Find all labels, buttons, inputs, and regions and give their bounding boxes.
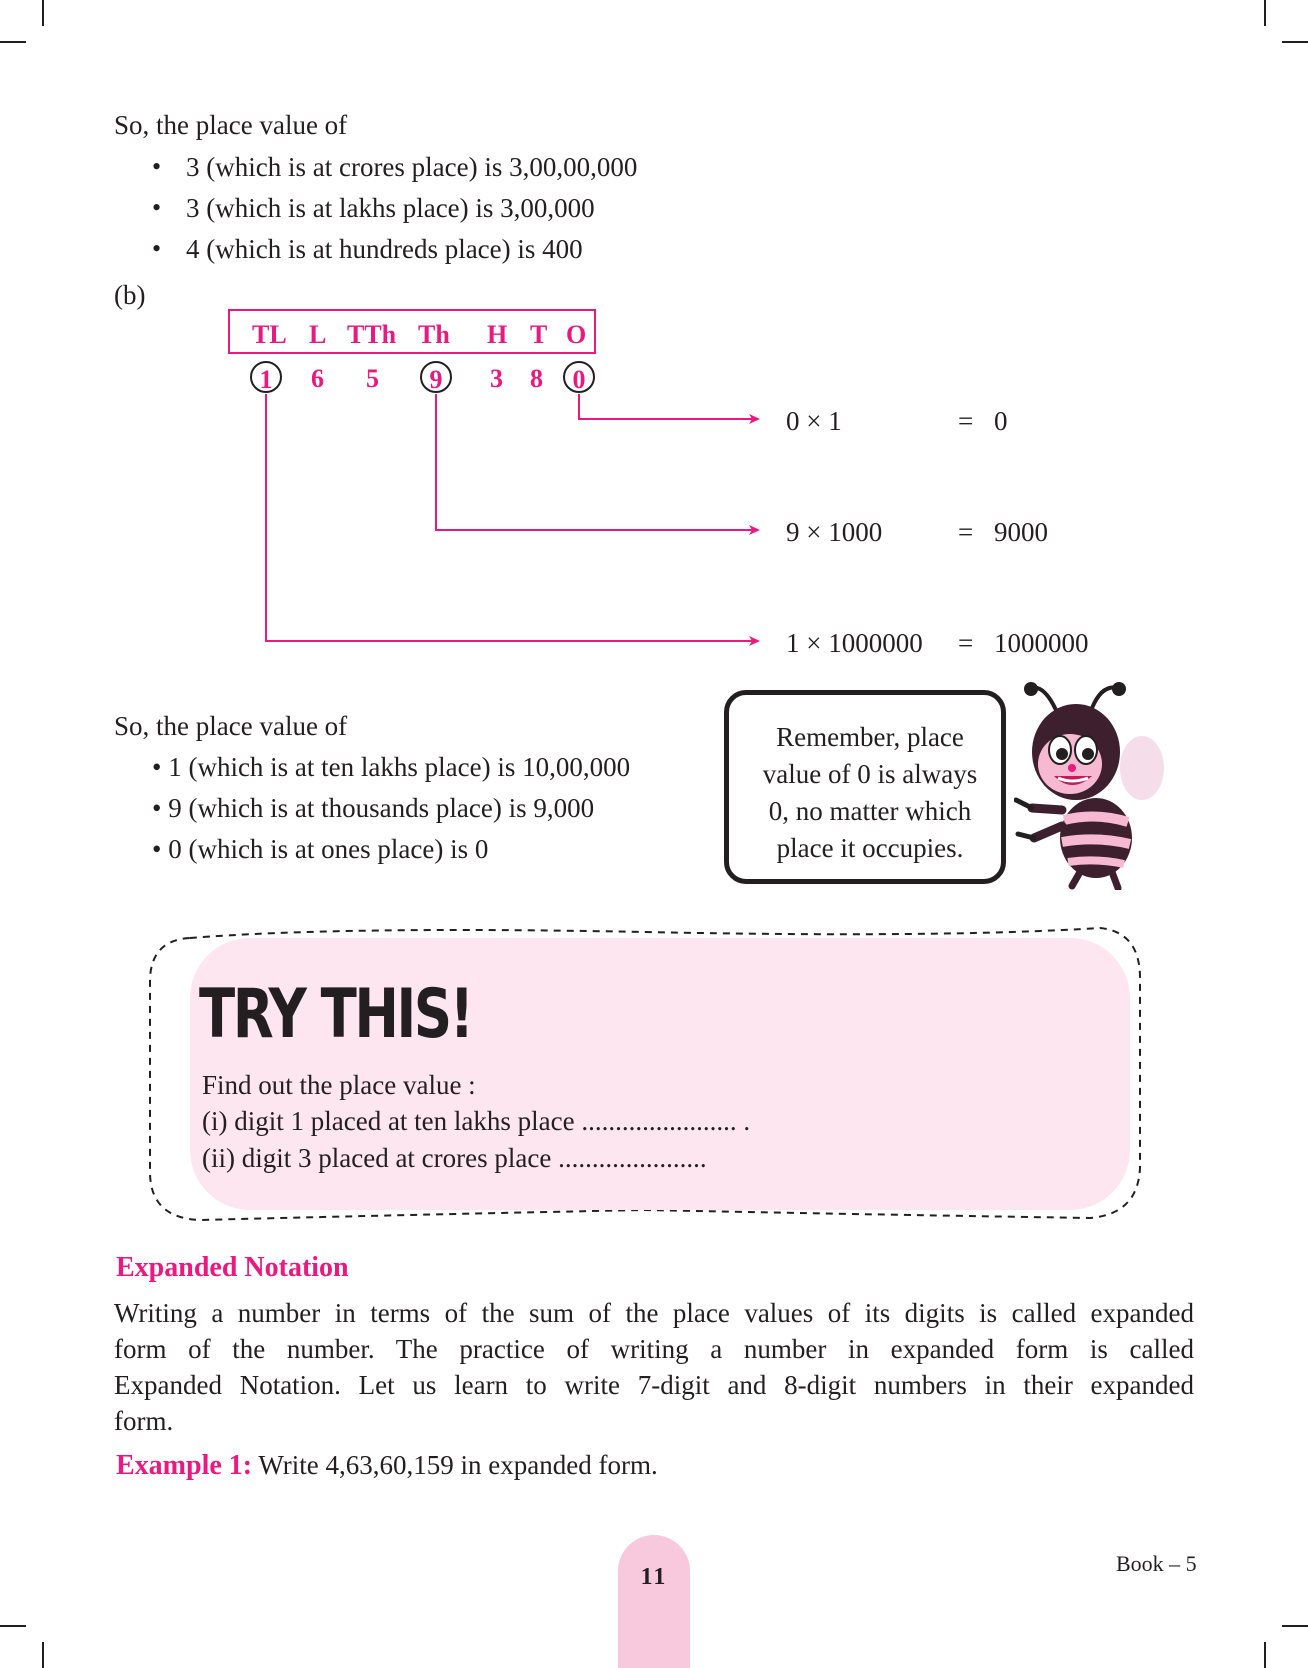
bee-mascot-icon [1014,680,1174,890]
arrow-ones [579,394,758,419]
bullet-item: • 0 (which is at ones place) is 0 [152,834,489,864]
expanded-heading: Expanded Notation [116,1252,349,1283]
book-label: Book – 5 [1116,1551,1197,1576]
bubble-line: value of 0 is always [762,759,978,789]
try-line: (ii) digit 3 placed at crores place ...................... [202,1143,707,1173]
arrow-thousands [436,394,758,530]
bullet-item: • 1 (which is at ten lakhs place) is 10,00,000 [152,752,631,782]
result-eq: = [958,628,974,658]
remember-bubble [724,690,1006,884]
expanded-paragraph [114,1295,1194,1439]
try-this-title: TRY THIS! [199,975,472,1054]
header-l: L [309,320,327,349]
bullet-item: • 9 (which is at thousands place) is 9,000 [152,793,595,823]
arrow-ten-lakhs [266,394,758,641]
crop-mark [1264,1642,1266,1668]
header-o: O [566,320,587,349]
para-line: Writing a number in terms of the sum of the place values of its digits is called expanded [114,1298,1194,1328]
digit: 6 [311,364,324,393]
page-number: 11 [640,1564,668,1590]
para-line: Expanded Notation. Let us learn to write 7-digit and 8-digit numbers in their expanded [114,1370,1194,1400]
header-tl: TL [252,320,287,349]
header-tth: TTh [347,320,397,349]
crop-mark [42,1642,44,1668]
page-number-tab [618,1535,690,1668]
bubble-line: place it occupies. [776,833,964,863]
place-value-intro-b: So, the place value of [114,711,348,741]
circled-digit: 9 [420,361,452,393]
bullet-item: • 3 (which is at lakhs place) is 3,00,000 [186,195,595,222]
bubble-line: 0, no matter which [768,796,972,826]
place-value-intro-a: So, the place value of [114,110,348,140]
digit: 8 [530,364,543,393]
result-value: 1000000 [994,628,1089,658]
try-line: (i) digit 1 placed at ten lakhs place ....................... . [202,1106,751,1136]
bullet-item: • 4 (which is at hundreds place) is 400 [186,236,583,263]
example-line [116,1452,658,1480]
digit: 3 [490,364,503,393]
bullet-item: • 3 (which is at crores place) is 3,00,00,000 [186,154,637,181]
para-line: form. [114,1406,174,1436]
try-line: Find out the place value : [202,1070,476,1100]
circled-digit: 1 [250,361,282,393]
circled-digit: 0 [563,361,595,393]
header-h: H [487,320,508,349]
bubble-line: Remember, place [776,722,964,752]
example-text: Write 4,63,60,159 in expanded form. [252,1450,658,1480]
result-eq: = [958,517,974,547]
example-label: Example 1: [116,1450,253,1481]
result-eq: = [958,406,974,436]
result-expr: 9 × 1000 [786,517,883,547]
result-expr: 0 × 1 [786,406,842,436]
header-t: T [530,320,548,349]
result-expr: 1 × 1000000 [786,628,923,658]
section-label: (b) [114,280,146,310]
result-value: 0 [994,406,1008,436]
connector-arrows [0,0,1308,700]
crop-mark [1282,1625,1308,1627]
para-line: form of the number. The practice of writing a number in expanded form is called [114,1334,1194,1364]
crop-mark [0,1625,26,1627]
digit: 5 [366,364,379,393]
header-th: Th [418,320,450,349]
result-value: 9000 [994,517,1048,547]
